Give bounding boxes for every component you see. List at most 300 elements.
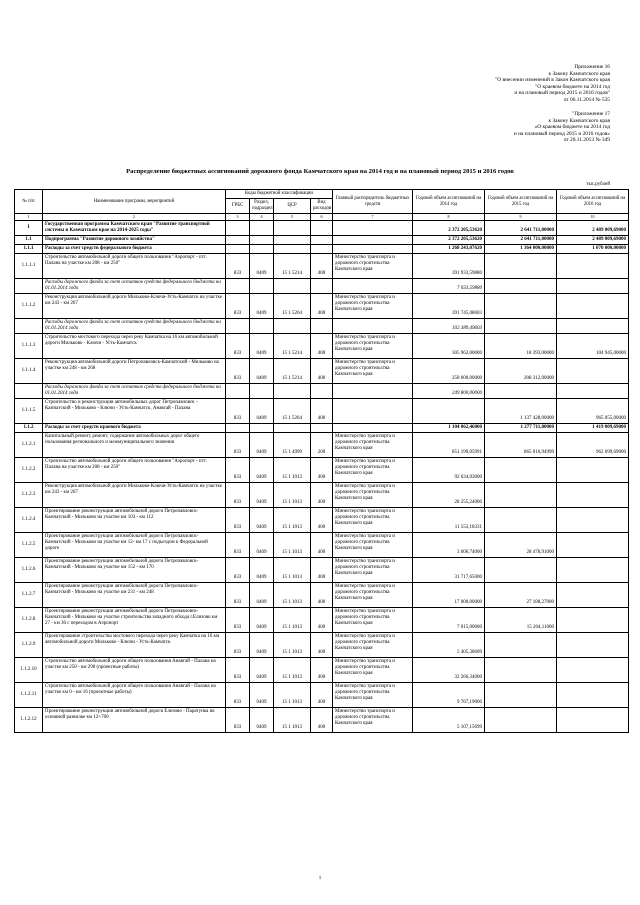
row-razdel <box>250 221 274 236</box>
row-name: Расходы дорожного фонда за счет остатков средств федерального бюджета на 01.01.2014 года <box>43 279 226 294</box>
row-grbs: 833 <box>226 483 250 508</box>
row-recipient: Министерство транспорта и дорожного строительства Камчатского края <box>333 658 413 683</box>
row-razdel: 0409 <box>250 483 274 508</box>
row-recipient: Министерство транспорта и дорожного строительства Камчатского края <box>333 608 413 633</box>
row-vr: 400 <box>311 658 333 683</box>
header-line: и на плановый период 2015 и 2016 годов" <box>514 90 610 97</box>
row-csr: 15 1 5264 <box>274 399 311 424</box>
row-vr: 200 <box>311 433 333 458</box>
row-amount-2014: 1 104 062,46000 <box>413 424 485 433</box>
row-vr <box>311 245 333 254</box>
row-grbs <box>226 319 250 334</box>
header-line: "О краевом бюджете на 2014 год <box>535 83 610 90</box>
table-row <box>15 633 629 658</box>
row-number <box>15 279 43 294</box>
row-razdel: 0409 <box>250 399 274 424</box>
row-amount-2014: 7 015,00000 <box>413 608 485 633</box>
row-vr: 400 <box>311 708 333 733</box>
row-grbs: 833 <box>226 558 250 583</box>
row-number: 1.1.1.4 <box>15 359 43 384</box>
row-razdel: 0409 <box>250 334 274 359</box>
row-razdel: 0409 <box>250 708 274 733</box>
row-razdel: 0409 <box>250 533 274 558</box>
row-number: 1.1.2.11 <box>15 683 43 708</box>
row-grbs: 833 <box>226 583 250 608</box>
row-vr: 400 <box>311 254 333 279</box>
table-row <box>15 458 629 483</box>
table-row <box>15 583 629 608</box>
row-number: 1.1.1.3 <box>15 334 43 359</box>
table-row <box>15 558 629 583</box>
row-amount-2015 <box>485 384 557 399</box>
table-row <box>15 424 629 433</box>
col-recipient-header: Главный распорядитель бюджетных средств <box>333 190 413 214</box>
row-amount-2015: 2 641 711,00000 <box>485 221 557 236</box>
row-amount-2015: 2 641 711,00000 <box>485 236 557 245</box>
row-razdel: 0409 <box>250 294 274 319</box>
table-row <box>15 683 629 708</box>
row-name: Проектирование реконструкции автомобильной дороги Петропавловск-Камчатский - Мильково на участке км 231 - км 248 <box>43 583 226 608</box>
row-name: Государственная программа Камчатского края "Развитие транспортной системы в Камчатском крае на 2014-2025 годы" <box>43 221 226 236</box>
row-recipient: Министерство транспорта и дорожного строительства Камчатского края <box>333 254 413 279</box>
table-row <box>15 236 629 245</box>
row-name: Строительство мостового перехода через реку Камчатка на 16 км автомобильной дороги Мильково - Ключи - Усть-Камчатск <box>43 334 226 359</box>
row-number: 1.1.2 <box>15 424 43 433</box>
row-recipient: Министерство транспорта и дорожного строительства Камчатского края <box>333 294 413 319</box>
col-codes-header: Коды бюджетной классификации <box>226 190 333 199</box>
row-vr <box>311 424 333 433</box>
row-amount-2014: 851 199,05991 <box>413 433 485 458</box>
row-number: 1.1 <box>15 236 43 245</box>
row-vr: 400 <box>311 359 333 384</box>
row-amount-2014: 92 634,03000 <box>413 458 485 483</box>
row-recipient: Министерство транспорта и дорожного строительства Камчатского края <box>333 359 413 384</box>
row-csr: 15 1 1013 <box>274 508 311 533</box>
row-number: 1.1.2.1 <box>15 433 43 458</box>
row-razdel <box>250 279 274 294</box>
row-grbs: 833 <box>226 294 250 319</box>
column-index-cell: 1 <box>15 214 43 221</box>
row-razdel: 0409 <box>250 633 274 658</box>
column-index-cell: 7 <box>333 214 413 221</box>
table-row <box>15 533 629 558</box>
row-grbs: 833 <box>226 399 250 424</box>
col-num-header: № п/п <box>15 190 43 214</box>
row-amount-2014: 31 717,65000 <box>413 558 485 583</box>
row-number: 1.1.2.12 <box>15 708 43 733</box>
row-amount-2015 <box>485 683 557 708</box>
row-razdel: 0409 <box>250 254 274 279</box>
row-csr: 15 1 5214 <box>274 334 311 359</box>
row-grbs <box>226 424 250 433</box>
row-csr <box>274 319 311 334</box>
page-number: 1 <box>318 876 322 881</box>
header-line: "О внесении изменений в Закон Камчатского края <box>495 77 610 84</box>
row-name: Расходы за счет средств краевого бюджета <box>43 424 226 433</box>
row-amount-2015 <box>485 279 557 294</box>
row-number: 1.1.2.5 <box>15 533 43 558</box>
row-amount-2016 <box>557 508 629 533</box>
row-grbs: 833 <box>226 633 250 658</box>
row-amount-2016 <box>557 359 629 384</box>
row-razdel <box>250 319 274 334</box>
row-csr: 15 1 1013 <box>274 658 311 683</box>
col-csr-header: ЦСР <box>274 199 311 214</box>
row-amount-2015 <box>485 658 557 683</box>
header-line: от 20.11.2013 № 349 <box>563 137 610 144</box>
row-name: Проектирование реконструкции автомобильной дороги Елизово - Паратунка на основной развилке км 12+700 <box>43 708 226 733</box>
row-csr <box>274 279 311 294</box>
row-grbs: 833 <box>226 533 250 558</box>
row-recipient: Министерство транспорта и дорожного строительства Камчатского края <box>333 583 413 608</box>
row-number: 1.1.2.2 <box>15 458 43 483</box>
row-amount-2014: 17 000,00000 <box>413 583 485 608</box>
row-vr: 400 <box>311 334 333 359</box>
table-row <box>15 245 629 254</box>
row-vr <box>311 279 333 294</box>
row-amount-2016 <box>557 458 629 483</box>
row-amount-2016 <box>557 384 629 399</box>
row-amount-2016 <box>557 533 629 558</box>
row-razdel: 0409 <box>250 433 274 458</box>
row-grbs: 833 <box>226 508 250 533</box>
row-amount-2015 <box>485 508 557 533</box>
row-amount-2016 <box>557 583 629 608</box>
row-razdel: 0409 <box>250 558 274 583</box>
col-2014-header: Годовой объем ассигнований на 2014 год <box>413 190 485 214</box>
row-vr: 400 <box>311 608 333 633</box>
row-razdel <box>250 424 274 433</box>
row-amount-2014: 11 553,18331 <box>413 508 485 533</box>
row-amount-2015 <box>485 633 557 658</box>
row-grbs <box>226 384 250 399</box>
row-recipient <box>333 245 413 254</box>
row-recipient <box>333 279 413 294</box>
table-row <box>15 319 629 334</box>
row-razdel <box>250 384 274 399</box>
appendix-header-1 <box>495 64 610 104</box>
row-amount-2015: 1 364 000,00000 <box>485 245 557 254</box>
row-csr: 15 1 5214 <box>274 359 311 384</box>
row-number: 1.1.1 <box>15 245 43 254</box>
row-number: 1.1.2.9 <box>15 633 43 658</box>
row-number: I <box>15 221 43 236</box>
row-amount-2016 <box>557 294 629 319</box>
row-recipient: Министерство транспорта и дорожного строительства Камчатского края <box>333 708 413 733</box>
table-row <box>15 608 629 633</box>
row-csr <box>274 424 311 433</box>
row-name: Расходы дорожного фонда за счет остатков средств федерального бюджета на 01.01.2014 года <box>43 384 226 399</box>
column-index-row <box>15 214 629 221</box>
table-row <box>15 708 629 733</box>
row-amount-2016 <box>557 558 629 583</box>
row-amount-2014: 305 962,00000 <box>413 334 485 359</box>
row-amount-2015: 15 204,11000 <box>485 608 557 633</box>
col-grbs-header: ГРБС <box>226 199 250 214</box>
row-recipient: Министерство транспорта и дорожного строительства Камчатского края <box>333 433 413 458</box>
row-name: Реконструкция автомобильной дороги Мильково-Ключи-Усть-Камчатск на участке км 243 - км 267 <box>43 483 226 508</box>
row-amount-2016: 965 055,00000 <box>557 399 629 424</box>
row-name: Реконструкция автомобильной дороги Петропавловск-Камчатский - Мильково на участке км 248 - км 268 <box>43 359 226 384</box>
row-amount-2016 <box>557 683 629 708</box>
row-grbs: 833 <box>226 458 250 483</box>
header-line: от 06.11.2014 № 535 <box>563 96 610 103</box>
row-name: Строительство и реконструкция автомобильных дорог Петропавловск - Камчатский - Мильково - Ключи - Усть-Камчатск, Анавгай - Палана <box>43 399 226 424</box>
row-amount-2014: 5 405,38609 <box>413 633 485 658</box>
row-razdel: 0409 <box>250 683 274 708</box>
row-recipient: Министерство транспорта и дорожного строительства Камчатского края <box>333 458 413 483</box>
col-2016-header: Годовой объем ассигнований на 2016 год <box>557 190 629 214</box>
row-number <box>15 384 43 399</box>
row-recipient <box>333 221 413 236</box>
row-amount-2014: 3 006,74000 <box>413 533 485 558</box>
row-vr <box>311 236 333 245</box>
row-number: 1.1.2.4 <box>15 508 43 533</box>
row-grbs <box>226 236 250 245</box>
unit-label: тыс.рублей <box>586 182 610 187</box>
row-amount-2014: 391 745,08603 <box>413 294 485 319</box>
row-amount-2016 <box>557 254 629 279</box>
row-vr <box>311 384 333 399</box>
row-csr: 15 1 5264 <box>274 294 311 319</box>
row-vr: 400 <box>311 683 333 708</box>
header-line: Приложение 16 <box>574 64 610 70</box>
row-recipient: Министерство транспорта и дорожного строительства Камчатского края <box>333 683 413 708</box>
row-recipient: Министерство транспорта и дорожного строительства Камчатского края <box>333 334 413 359</box>
row-name: Строительство автомобильной дороги общего пользования Анавгай - Палана на участке км 250 - км 290 (проектные работы) <box>43 658 226 683</box>
row-grbs: 833 <box>226 254 250 279</box>
row-name: Расходы дорожного фонда за счет остатков средств федерального бюджета на 01.01.2014 года <box>43 319 226 334</box>
column-index-cell: 4 <box>250 214 274 221</box>
row-amount-2016 <box>557 708 629 733</box>
row-amount-2014: 28 255,24000 <box>413 483 485 508</box>
row-vr: 400 <box>311 399 333 424</box>
row-amount-2015: 865 016,94999 <box>485 433 557 458</box>
row-vr: 400 <box>311 633 333 658</box>
row-name: Реконструкция автомобильной дороги Мильково-Ключи-Усть-Камчатск на участке км 243 - км 267 <box>43 294 226 319</box>
row-amount-2015: 1 137 428,00000 <box>485 399 557 424</box>
row-csr: 15 1 1013 <box>274 583 311 608</box>
row-name: Проектирование реконструкции автомобильной дороги Петропавловск-Камчатский - Мильково на участке км 103 - км 112 <box>43 508 226 533</box>
row-vr: 400 <box>311 483 333 508</box>
row-number: 1.1.1.2 <box>15 294 43 319</box>
header-line: и на плановый период 2015 и 2016 годов» <box>513 130 610 137</box>
header-line: к Закону Камчатского края <box>548 117 610 124</box>
row-amount-2014: 102 389,49603 <box>413 319 485 334</box>
row-amount-2016 <box>557 483 629 508</box>
row-name: Проектирование реконструкции автомобильной дороги Петропавловск-Камчатский - Мильково на участке строительства западного обхода г.Елизово км 27 - км 30 с переходом в Аэропорт <box>43 608 226 633</box>
header-line: к Закону Камчатского края <box>548 70 610 77</box>
row-name: Строительство автомобильной дороги общего пользования "Аэропорт - пгт. Палана на участке км 208 - км 250" <box>43 254 226 279</box>
row-vr: 400 <box>311 558 333 583</box>
row-recipient <box>333 424 413 433</box>
row-amount-2014: 391 933,59880 <box>413 254 485 279</box>
row-recipient <box>333 399 413 424</box>
row-amount-2014: 258 600,00000 <box>413 359 485 384</box>
row-grbs: 833 <box>226 658 250 683</box>
column-index-cell: 6 <box>311 214 333 221</box>
row-razdel: 0409 <box>250 458 274 483</box>
row-vr <box>311 221 333 236</box>
row-razdel: 0409 <box>250 508 274 533</box>
table-row <box>15 508 629 533</box>
row-name: Проектирование строительства мостового перехода через реку Камчатка на 16 км автомобильной дороги Мильково - Ключи - Усть-Камчатск <box>43 633 226 658</box>
row-name: Строительство автомобильной дороги общего пользования "Аэропорт - пгт. Палана на участке км 208 - км 250" <box>43 458 226 483</box>
row-recipient: Министерство транспорта и дорожного строительства Камчатского края <box>333 558 413 583</box>
table-row <box>15 399 629 424</box>
header-line: «О краевом бюджете на 2014 год <box>534 124 610 131</box>
row-recipient: Министерство транспорта и дорожного строительства Камчатского края <box>333 633 413 658</box>
row-amount-2015 <box>485 483 557 508</box>
column-index-cell: 8 <box>413 214 485 221</box>
row-amount-2015: 1 277 711,00000 <box>485 424 557 433</box>
row-amount-2014: 2 372 205,53620 <box>413 221 485 236</box>
row-amount-2014: 5 107,15699 <box>413 708 485 733</box>
row-grbs: 833 <box>226 359 250 384</box>
row-amount-2015 <box>485 458 557 483</box>
row-amount-2015: 28 478,91000 <box>485 533 557 558</box>
row-csr <box>274 236 311 245</box>
row-razdel: 0409 <box>250 658 274 683</box>
row-csr <box>274 245 311 254</box>
table-row <box>15 279 629 294</box>
row-name: Проектирование реконструкции автомобильной дороги Петропавловск-Камчатский - Мильково на участке км 152 - км 170 <box>43 558 226 583</box>
row-amount-2016 <box>557 633 629 658</box>
col-vr-header: Вид расходов <box>311 199 333 214</box>
row-vr: 400 <box>311 294 333 319</box>
column-index-cell: 3 <box>226 214 250 221</box>
col-2015-header: Годовой объем ассигнований на 2015 год <box>485 190 557 214</box>
row-name: Строительство автомобильной дороги общего пользования Анавгай - Палана на участке км 0 - км 16 (проектные работы) <box>43 683 226 708</box>
row-razdel: 0409 <box>250 359 274 384</box>
row-amount-2015: 208 312,00000 <box>485 359 557 384</box>
row-amount-2015 <box>485 558 557 583</box>
document-title: Распределение бюджетных ассигнований дорожного фонда Камчатского края на 2014 год и на плановый период 2015 и 2016 годов <box>126 168 514 175</box>
row-grbs <box>226 279 250 294</box>
row-razdel: 0409 <box>250 583 274 608</box>
row-recipient <box>333 236 413 245</box>
row-grbs <box>226 221 250 236</box>
table-row <box>15 658 629 683</box>
row-csr: 15 1 5214 <box>274 254 311 279</box>
row-number: 1.1.2.6 <box>15 558 43 583</box>
row-recipient: Министерство транспорта и дорожного строительства Камчатского края <box>333 508 413 533</box>
column-index-cell: 5 <box>274 214 311 221</box>
row-csr: 15 1 4999 <box>274 433 311 458</box>
column-index-cell: 10 <box>557 214 629 221</box>
row-amount-2015: 27 188,27000 <box>485 583 557 608</box>
row-amount-2015 <box>485 254 557 279</box>
col-name-header: Наименование программ, мероприятий <box>43 190 226 214</box>
row-number: 1.1.1.1 <box>15 254 43 279</box>
row-vr <box>311 319 333 334</box>
row-amount-2016: 1 419 009,69000 <box>557 424 629 433</box>
col-razdel-header: Раздел, подраздел <box>250 199 274 214</box>
table-row <box>15 359 629 384</box>
row-csr: 15 1 1013 <box>274 683 311 708</box>
row-amount-2016: 104 945,00000 <box>557 334 629 359</box>
row-name: Подпрограмма "Развитие дорожного хозяйства" <box>43 236 226 245</box>
row-amount-2016: 2 489 009,69000 <box>557 221 629 236</box>
row-amount-2014: 2 372 205,53620 <box>413 236 485 245</box>
row-amount-2014: 9 767,19000 <box>413 683 485 708</box>
row-recipient: Министерство транспорта и дорожного строительства Камчатского края <box>333 533 413 558</box>
row-number: 1.1.2.8 <box>15 608 43 633</box>
row-grbs <box>226 245 250 254</box>
row-recipient <box>333 319 413 334</box>
row-amount-2016: 962 699,69000 <box>557 433 629 458</box>
row-csr: 15 1 1013 <box>274 708 311 733</box>
row-vr: 400 <box>311 533 333 558</box>
row-grbs: 833 <box>226 334 250 359</box>
row-amount-2015 <box>485 294 557 319</box>
row-number <box>15 319 43 334</box>
row-vr: 400 <box>311 583 333 608</box>
header-line: "Приложение 17 <box>572 111 610 117</box>
row-recipient <box>333 384 413 399</box>
row-csr: 15 1 1013 <box>274 458 311 483</box>
row-grbs: 833 <box>226 608 250 633</box>
column-index-cell: 9 <box>485 214 557 221</box>
row-csr: 15 1 1013 <box>274 633 311 658</box>
row-amount-2014 <box>413 399 485 424</box>
row-amount-2016 <box>557 658 629 683</box>
row-amount-2014: 1 268 243,07620 <box>413 245 485 254</box>
row-amount-2016 <box>557 608 629 633</box>
table-row <box>15 221 629 236</box>
row-name: Проектирование реконструкции автомобильной дороги Петропавловск-Камчатский - Мильково на участке км 12- км 17 с подъездом к Федеральной дороге <box>43 533 226 558</box>
row-razdel: 0409 <box>250 608 274 633</box>
row-razdel <box>250 236 274 245</box>
row-name: Капитальный ремонт, ремонт, содержание автомобильных дорог общего пользования регионального и межмуниципального значения <box>43 433 226 458</box>
appendix-header-2 <box>514 111 610 144</box>
row-number: 1.1.1.5 <box>15 399 43 424</box>
row-csr: 15 1 1013 <box>274 558 311 583</box>
row-recipient: Министерство транспорта и дорожного строительства Камчатского края <box>333 483 413 508</box>
table-row <box>15 384 629 399</box>
column-index-cell: 2 <box>43 214 226 221</box>
row-number: 1.1.2.10 <box>15 658 43 683</box>
row-grbs: 833 <box>226 683 250 708</box>
row-razdel <box>250 245 274 254</box>
row-number: 1.1.2.3 <box>15 483 43 508</box>
table-row <box>15 334 629 359</box>
row-amount-2014: 7 033,59880 <box>413 279 485 294</box>
row-csr <box>274 221 311 236</box>
row-amount-2016: 1 070 000,00000 <box>557 245 629 254</box>
row-amount-2016: 2 489 009,69000 <box>557 236 629 245</box>
table-row <box>15 294 629 319</box>
table-row <box>15 483 629 508</box>
row-grbs: 833 <box>226 433 250 458</box>
row-amount-2014: 249 800,00000 <box>413 384 485 399</box>
row-csr: 15 1 1013 <box>274 608 311 633</box>
row-csr <box>274 384 311 399</box>
row-amount-2015 <box>485 319 557 334</box>
table-row <box>15 433 629 458</box>
row-vr: 400 <box>311 458 333 483</box>
row-number: 1.1.2.7 <box>15 583 43 608</box>
row-csr: 15 1 1013 <box>274 533 311 558</box>
row-csr: 15 1 1013 <box>274 483 311 508</box>
row-amount-2015: 18 393,00000 <box>485 334 557 359</box>
table-body <box>15 221 629 733</box>
row-vr: 400 <box>311 508 333 533</box>
table-row <box>15 254 629 279</box>
budget-table <box>14 189 629 733</box>
row-grbs: 833 <box>226 708 250 733</box>
row-amount-2016 <box>557 279 629 294</box>
